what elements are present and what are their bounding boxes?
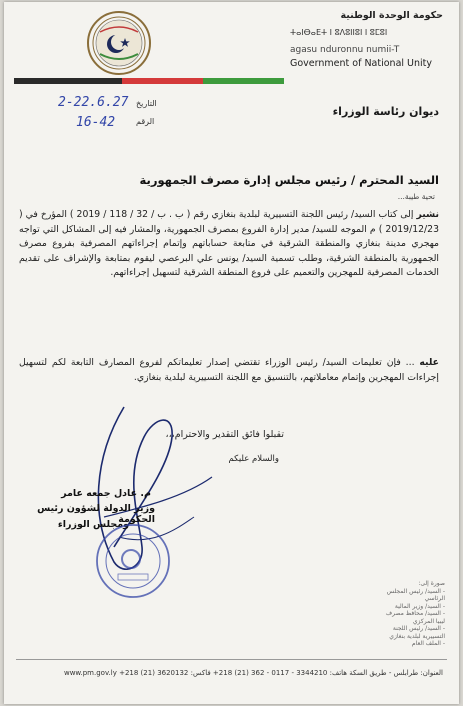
reference-label: الرقم (136, 117, 155, 126)
header-tifinagh: ⵜⴰⵏⴱⴰⴹⵜ ⵏ ⵓⴷⵓⵏⵏⵓⵏ ⵏ ⵓⵎⵓⵏ (290, 28, 388, 37)
copies-list (385, 580, 445, 648)
footer-contact: العنوان: طرابلس - طريق السكة هاتف: 3344210 - 0117 - 362 (21) 218+ فاكس: 3620132 (21) 218+ www.pm.gov.ly (63, 669, 443, 677)
paragraph-1-lead: نشير (416, 209, 439, 220)
copies-item: - السيد/ وزير المالية (394, 602, 445, 610)
official-stamp (94, 522, 172, 600)
addressee: السيد المحترم / رئيس مجلس إدارة مصرف الجمهورية (139, 173, 439, 187)
copies-item: - السيد/ رئيس اللجنة التسييرية لبلدية بنغازي (389, 625, 445, 640)
signatory-title-line-1: وزير الدولة لشؤون رئيس الحكومة (37, 503, 155, 525)
paragraph-2-lead: عليه (419, 357, 439, 368)
flag-red-segment (122, 78, 203, 84)
letter-page (4, 2, 459, 704)
header-amazigh-latin: agasu nduronnu numii-T (290, 45, 400, 55)
copies-item: - السيد/ رئيس المجلس الرئاسي (386, 587, 445, 602)
office-title: ديوان رئاسة الوزراء (332, 105, 439, 118)
paragraph-2-text: ... فإن تعليمات السيد/ رئيس الوزراء تقتضي إصدار تعليماتكم لفروع المصارف التابعة لكم لتسهيل إجراءات المهجرين وإتمام معاملاتهم، بالتنسيق مع اللجنة التسييرية لبلدية بنغازي. (19, 357, 439, 383)
date-value: 2-22.6.27 (58, 95, 129, 110)
salutation: والسلام عليكم (228, 454, 279, 464)
flag-green-segment (203, 78, 284, 84)
date-reference-box (54, 95, 164, 135)
header-arabic: حكومة الوحدة الوطنية (340, 10, 443, 21)
paragraph-1-text: إلى كتاب السيد/ رئيس اللجنة التسييرية لبلدية بنغازي رقم ( ب . ب / 32 / 118 / 2019 ) المؤرخ في ( 2019/12/23 ) م الموجه للسيد/ مدير إدارة الفروع بمصرف الجمهورية، والمشار فيه إلى المشاكل التي تواجه مهجري مدينة بنغازي والمنطقة الشرقية في متابعة حساباتهم وإتمام إجراءاتهم المصرفية بفروع مصرف الجمهورية بالمنطقة الشرقية، وطلب تسمية السيد/ يونس علي البرعصي ليقوم بمتابعة والإشراف على تقديم الخدمات المصرفية للمهجرين والتعميم على فروع المنطقة الشرقية لتسهيل إجراءاتهم. (19, 209, 439, 279)
government-emblem-icon (86, 10, 152, 76)
footer-divider (16, 659, 447, 660)
copies-item: صورة إلى: (418, 580, 445, 587)
flag-black-segment (14, 78, 122, 84)
greeting: تحية طيبة... (397, 192, 435, 201)
signatory-name: م. عادل جمعه عامر (61, 488, 151, 499)
flag-stripe (14, 78, 284, 84)
closing-line: تقبلوا فائق التقدير والاحترام،،، (165, 429, 284, 440)
paragraph-2 (19, 356, 439, 385)
copies-item: - السيد/ محافظ مصرف ليبيا المركزي (385, 610, 445, 625)
reference-value: 16-42 (76, 115, 116, 130)
date-label: التاريخ (136, 99, 157, 108)
header-english: Government of National Unity (290, 58, 433, 69)
paragraph-1 (19, 208, 439, 281)
signatory-title-line-2: ومجلس الوزراء (57, 519, 129, 530)
copies-item: - الملف العام (411, 640, 445, 647)
